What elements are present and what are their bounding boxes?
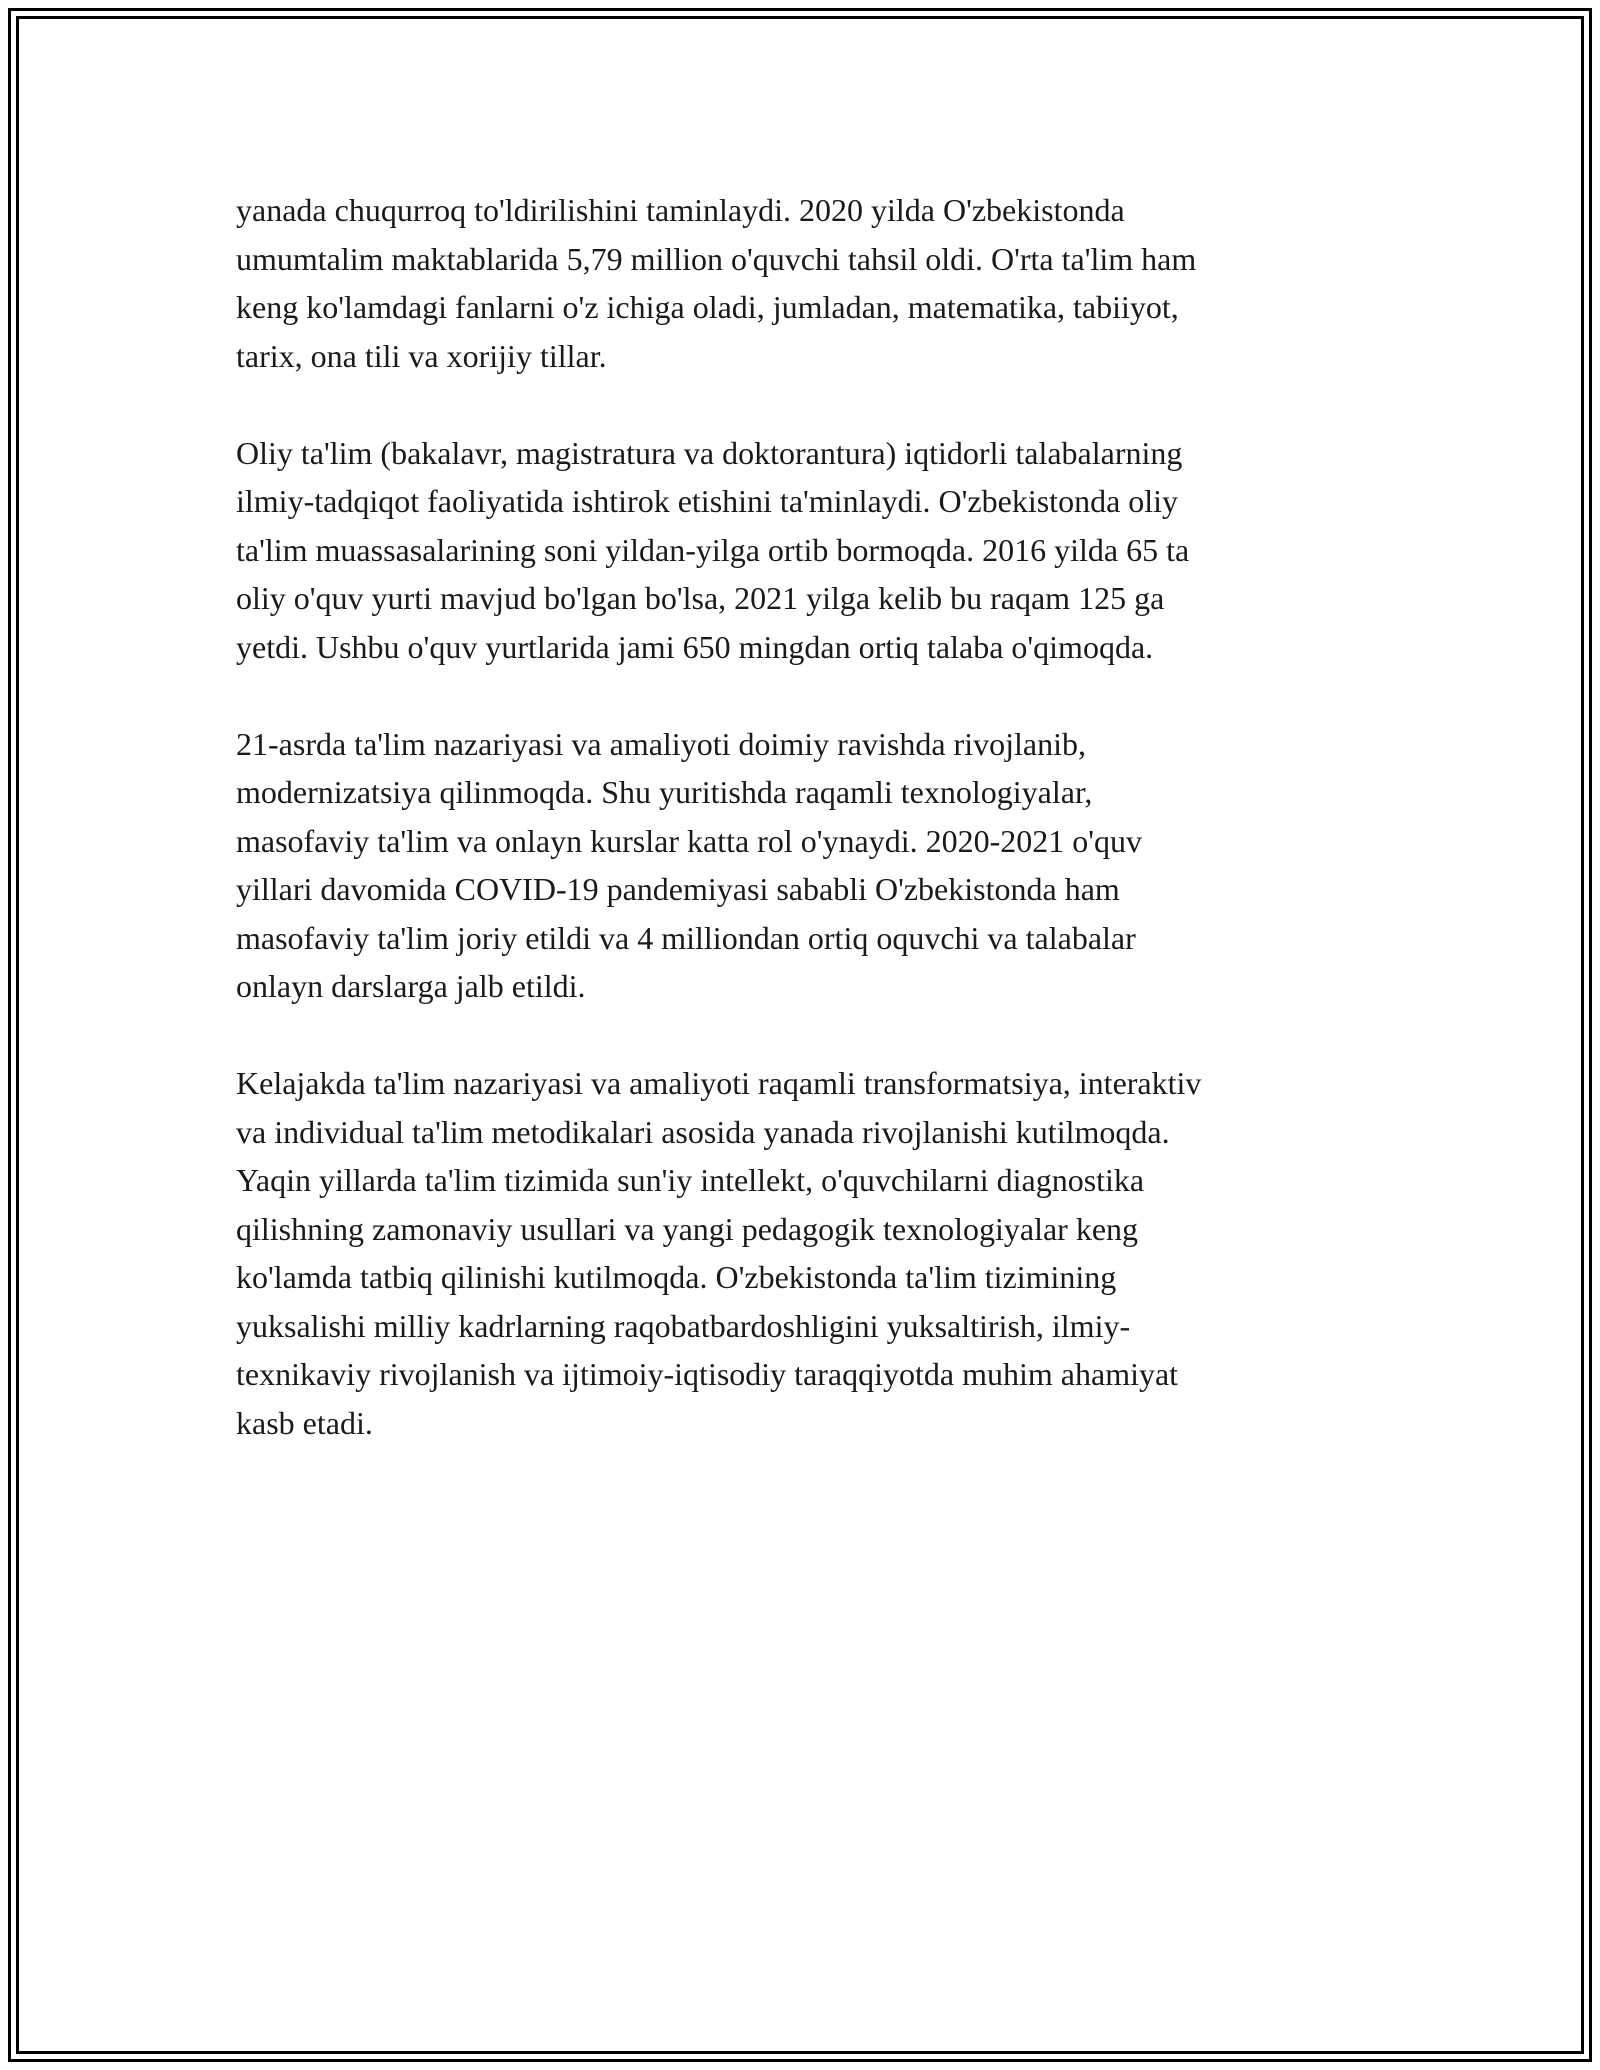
text-line: ta'lim muassasalarining soni yildan-yilga ortib bormoqda. 2016 yilda 65 ta: [236, 531, 1190, 568]
text-line: onlayn darslarga jalb etildi.: [236, 968, 586, 1004]
text-line: oliy o'quv yurti mavjud bo'lgan bo'lsa, 2021 yilga kelib bu raqam 125 ga: [236, 580, 1165, 616]
text-line: Kelajakda ta'lim nazariyasi va amaliyoti raqamli transformatsiya, interaktiv: [236, 1065, 1202, 1101]
text-line: modernizatsiya qilinmoqda. Shu yuritishda raqamli texnologiyalar,: [236, 774, 1093, 810]
text-line: 21-asrda ta'lim nazariyasi va amaliyoti doimiy ravishda rivojlanib,: [236, 725, 1086, 762]
paragraph-1: [236, 186, 1386, 380]
text-line: yanada chuqurroq to'ldirilishini taminlaydi. 2020 yilda O'zbekistonda: [236, 192, 1125, 228]
text-line: ko'lamda tatbiq qilinishi kutilmoqda. O'zbekistonda ta'lim tizimining: [236, 1259, 1117, 1295]
paragraph-4: [236, 1059, 1386, 1447]
paragraph-3: [236, 720, 1386, 1011]
text-line: yetdi. Ushbu o'quv yurtlarida jami 650 mingdan ortiq talaba o'qimoqda.: [236, 628, 1154, 665]
text-line: ilmiy-tadqiqot faoliyatida ishtirok etishini ta'minlaydi. O'zbekistonda oliy: [236, 483, 1179, 519]
text-line: va individual ta'lim metodikalari asosida yanada rivojlanishi kutilmoqda.: [236, 1113, 1170, 1150]
text-line: masofaviy ta'lim joriy etildi va 4 milliondan ortiq oquvchi va talabalar: [236, 919, 1136, 956]
document-body: [236, 186, 1386, 1447]
text-line: tarix, ona tili va xorijiy tillar.: [236, 337, 607, 374]
text-line: texnikaviy rivojlanish va ijtimoiy-iqtisodiy taraqqiyotda muhim ahamiyat: [236, 1356, 1179, 1392]
text-line: Oliy ta'lim (bakalavr, magistratura va doktorantura) iqtidorli talabalarning: [236, 434, 1183, 471]
paragraph-2: [236, 429, 1386, 672]
text-line: keng ko'lamdagi fanlarni o'z ichiga oladi, jumladan, matematika, tabiiyot,: [236, 289, 1179, 325]
text-line: umumtalim maktablarida 5,79 million o'quvchi tahsil oldi. O'rta ta'lim ham: [236, 240, 1197, 277]
text-line: yillari davomida COVID-19 pandemiyasi sababli O'zbekistonda ham: [236, 871, 1120, 907]
text-line: kasb etadi.: [236, 1404, 373, 1441]
text-line: yuksalishi milliy kadrlarning raqobatbardoshligini yuksaltirish, ilmiy-: [236, 1307, 1131, 1344]
text-line: masofaviy ta'lim va onlayn kurslar katta rol o'ynaydi. 2020-2021 o'quv: [236, 822, 1142, 859]
text-line: Yaqin yillarda ta'lim tizimida sun'iy intellekt, o'quvchilarni diagnostika: [236, 1162, 1145, 1198]
text-line: qilishning zamonaviy usullari va yangi pedagogik texnologiyalar keng: [236, 1210, 1139, 1247]
